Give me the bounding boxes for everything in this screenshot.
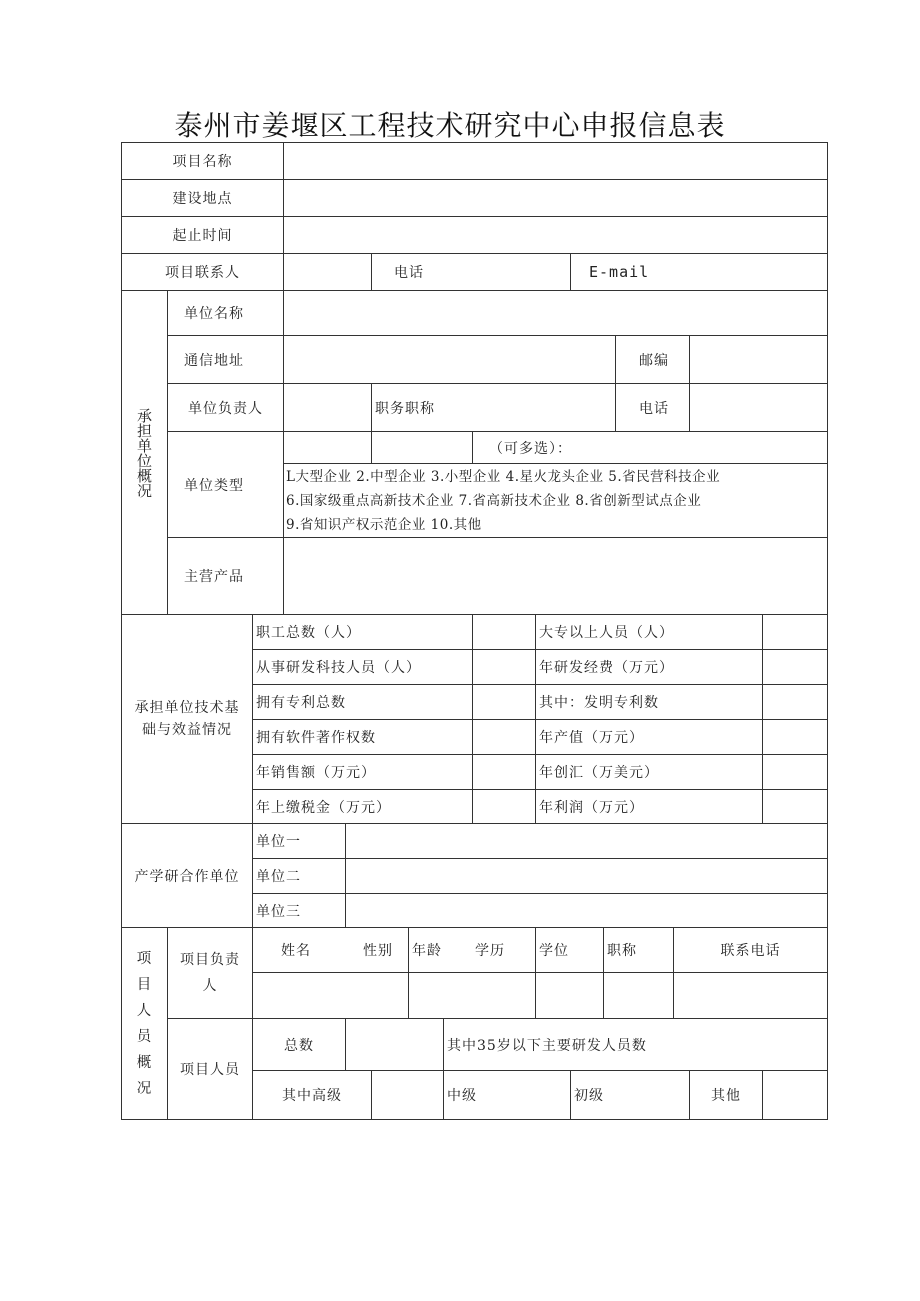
personnel-section-label: 项目人员概况	[121, 927, 168, 1120]
unit-type-hint: （可多选）：	[472, 431, 828, 464]
cooperation-unit-field[interactable]	[345, 893, 828, 928]
staff-total-field[interactable]	[345, 1018, 444, 1071]
location-label: 建设地点	[121, 179, 284, 217]
project-name-field[interactable]	[283, 142, 828, 180]
leader-name-gender-header	[252, 927, 409, 973]
contact-field[interactable]	[283, 253, 372, 291]
under35-label: 其中35岁以下主要研发人员数	[443, 1018, 828, 1071]
tech-row-right-value[interactable]	[762, 684, 828, 720]
other-label: 其他	[689, 1070, 763, 1120]
leader-degree-field[interactable]	[535, 972, 604, 1019]
tech-row-left-value[interactable]	[472, 789, 536, 824]
tech-row-left-value[interactable]	[472, 684, 536, 720]
unit-type-options[interactable]	[283, 463, 828, 538]
tech-row-left-value[interactable]	[472, 719, 536, 755]
cooperation-unit-label: 单位二	[252, 858, 346, 894]
cooperation-section-label: 产学研合作单位	[121, 823, 253, 928]
name-header: 姓名	[281, 943, 311, 959]
junior-label: 初级	[570, 1070, 690, 1120]
project-staff-label: 项目人员	[167, 1018, 253, 1120]
title-header: 职称	[603, 927, 674, 973]
tech-row-left-label: 职工总数（人）	[252, 614, 473, 650]
address-label: 通信地址	[167, 335, 284, 384]
email-label: E-mail	[570, 253, 828, 291]
tech-row-left-label: 年销售额（万元）	[252, 754, 473, 790]
tech-row-right-label: 年利润（万元）	[535, 789, 763, 824]
main-products-label: 主营产品	[167, 537, 284, 615]
tech-row-right-value[interactable]	[762, 789, 828, 824]
tech-row-left-value[interactable]	[472, 614, 536, 650]
page-title: 泰州市姜堰区工程技术研究中心申报信息表	[174, 109, 726, 142]
tech-row-right-label: 年创汇（万美元）	[535, 754, 763, 790]
age-header: 年龄	[412, 943, 442, 959]
unit-type-checkbox-1[interactable]	[283, 431, 372, 464]
unit-phone-field[interactable]	[689, 383, 828, 432]
unit-name-label: 单位名称	[167, 290, 284, 336]
leader-age-education-header	[408, 927, 536, 973]
project-name-label: 项目名称	[121, 142, 284, 180]
tech-row-right-value[interactable]	[762, 649, 828, 685]
tech-row-right-value[interactable]	[762, 754, 828, 790]
tech-row-left-label: 年上缴税金（万元）	[252, 789, 473, 824]
leader-name-gender-field[interactable]	[252, 972, 409, 1019]
gender-header: 性别	[363, 943, 393, 959]
contact-label: 项目联系人	[121, 253, 284, 291]
leader-age-education-field[interactable]	[408, 972, 536, 1019]
middle-label: 中级	[443, 1070, 571, 1120]
tech-basis-section-label: 承担单位技术基础与效益情况	[121, 614, 253, 824]
tech-row-right-label: 其中：发明专利数	[535, 684, 763, 720]
unit-type-option-line: 9.省知识产权示范企业 10.其他	[286, 516, 482, 533]
unit-type-checkbox-2[interactable]	[371, 431, 473, 464]
cooperation-unit-label: 单位一	[252, 823, 346, 859]
contact-phone-label: 电话	[371, 253, 571, 291]
tech-row-right-label: 年产值（万元）	[535, 719, 763, 755]
period-label: 起止时间	[121, 216, 284, 254]
unit-type-option-line: 6.国家级重点高新技术企业 7.省高新技术企业 8.省创新型试点企业	[286, 492, 702, 509]
unit-head-field[interactable]	[283, 383, 372, 432]
period-field[interactable]	[283, 216, 828, 254]
leader-phone-header: 联系电话	[673, 927, 828, 973]
main-products-field[interactable]	[283, 537, 828, 615]
tech-row-left-value[interactable]	[472, 649, 536, 685]
unit-head-label: 单位负责人	[167, 383, 284, 432]
address-field[interactable]	[283, 335, 616, 384]
other-field[interactable]	[762, 1070, 828, 1120]
tech-row-left-label: 拥有专利总数	[252, 684, 473, 720]
tech-row-right-label: 大专以上人员（人）	[535, 614, 763, 650]
tech-row-left-value[interactable]	[472, 754, 536, 790]
unit-overview-section-label: 承担单位概况	[121, 290, 168, 615]
postcode-field[interactable]	[689, 335, 828, 384]
location-field[interactable]	[283, 179, 828, 217]
unit-name-field[interactable]	[283, 290, 828, 336]
degree-header: 学位	[535, 927, 604, 973]
senior-field[interactable]	[371, 1070, 444, 1120]
senior-label: 其中高级	[252, 1070, 372, 1120]
unit-phone-label: 电话	[615, 383, 690, 432]
tech-row-left-label: 从事研发科技人员（人）	[252, 649, 473, 685]
education-header: 学历	[475, 943, 505, 959]
unit-type-option-line: L大型企业 2.中型企业 3.小型企业 4.星火龙头企业 5.省民营科技企业	[286, 468, 721, 485]
cooperation-unit-field[interactable]	[345, 858, 828, 894]
cooperation-unit-field[interactable]	[345, 823, 828, 859]
staff-total-label: 总数	[252, 1018, 346, 1071]
position-label: 职务职称	[371, 383, 616, 432]
leader-title-field[interactable]	[603, 972, 674, 1019]
tech-row-left-label: 拥有软件著作权数	[252, 719, 473, 755]
postcode-label: 邮编	[615, 335, 690, 384]
tech-row-right-value[interactable]	[762, 719, 828, 755]
cooperation-unit-label: 单位三	[252, 893, 346, 928]
tech-row-right-label: 年研发经费（万元）	[535, 649, 763, 685]
project-leader-label: 项目负责人	[167, 927, 253, 1019]
unit-type-label: 单位类型	[167, 431, 284, 538]
leader-phone-field[interactable]	[673, 972, 828, 1019]
tech-row-right-value[interactable]	[762, 614, 828, 650]
